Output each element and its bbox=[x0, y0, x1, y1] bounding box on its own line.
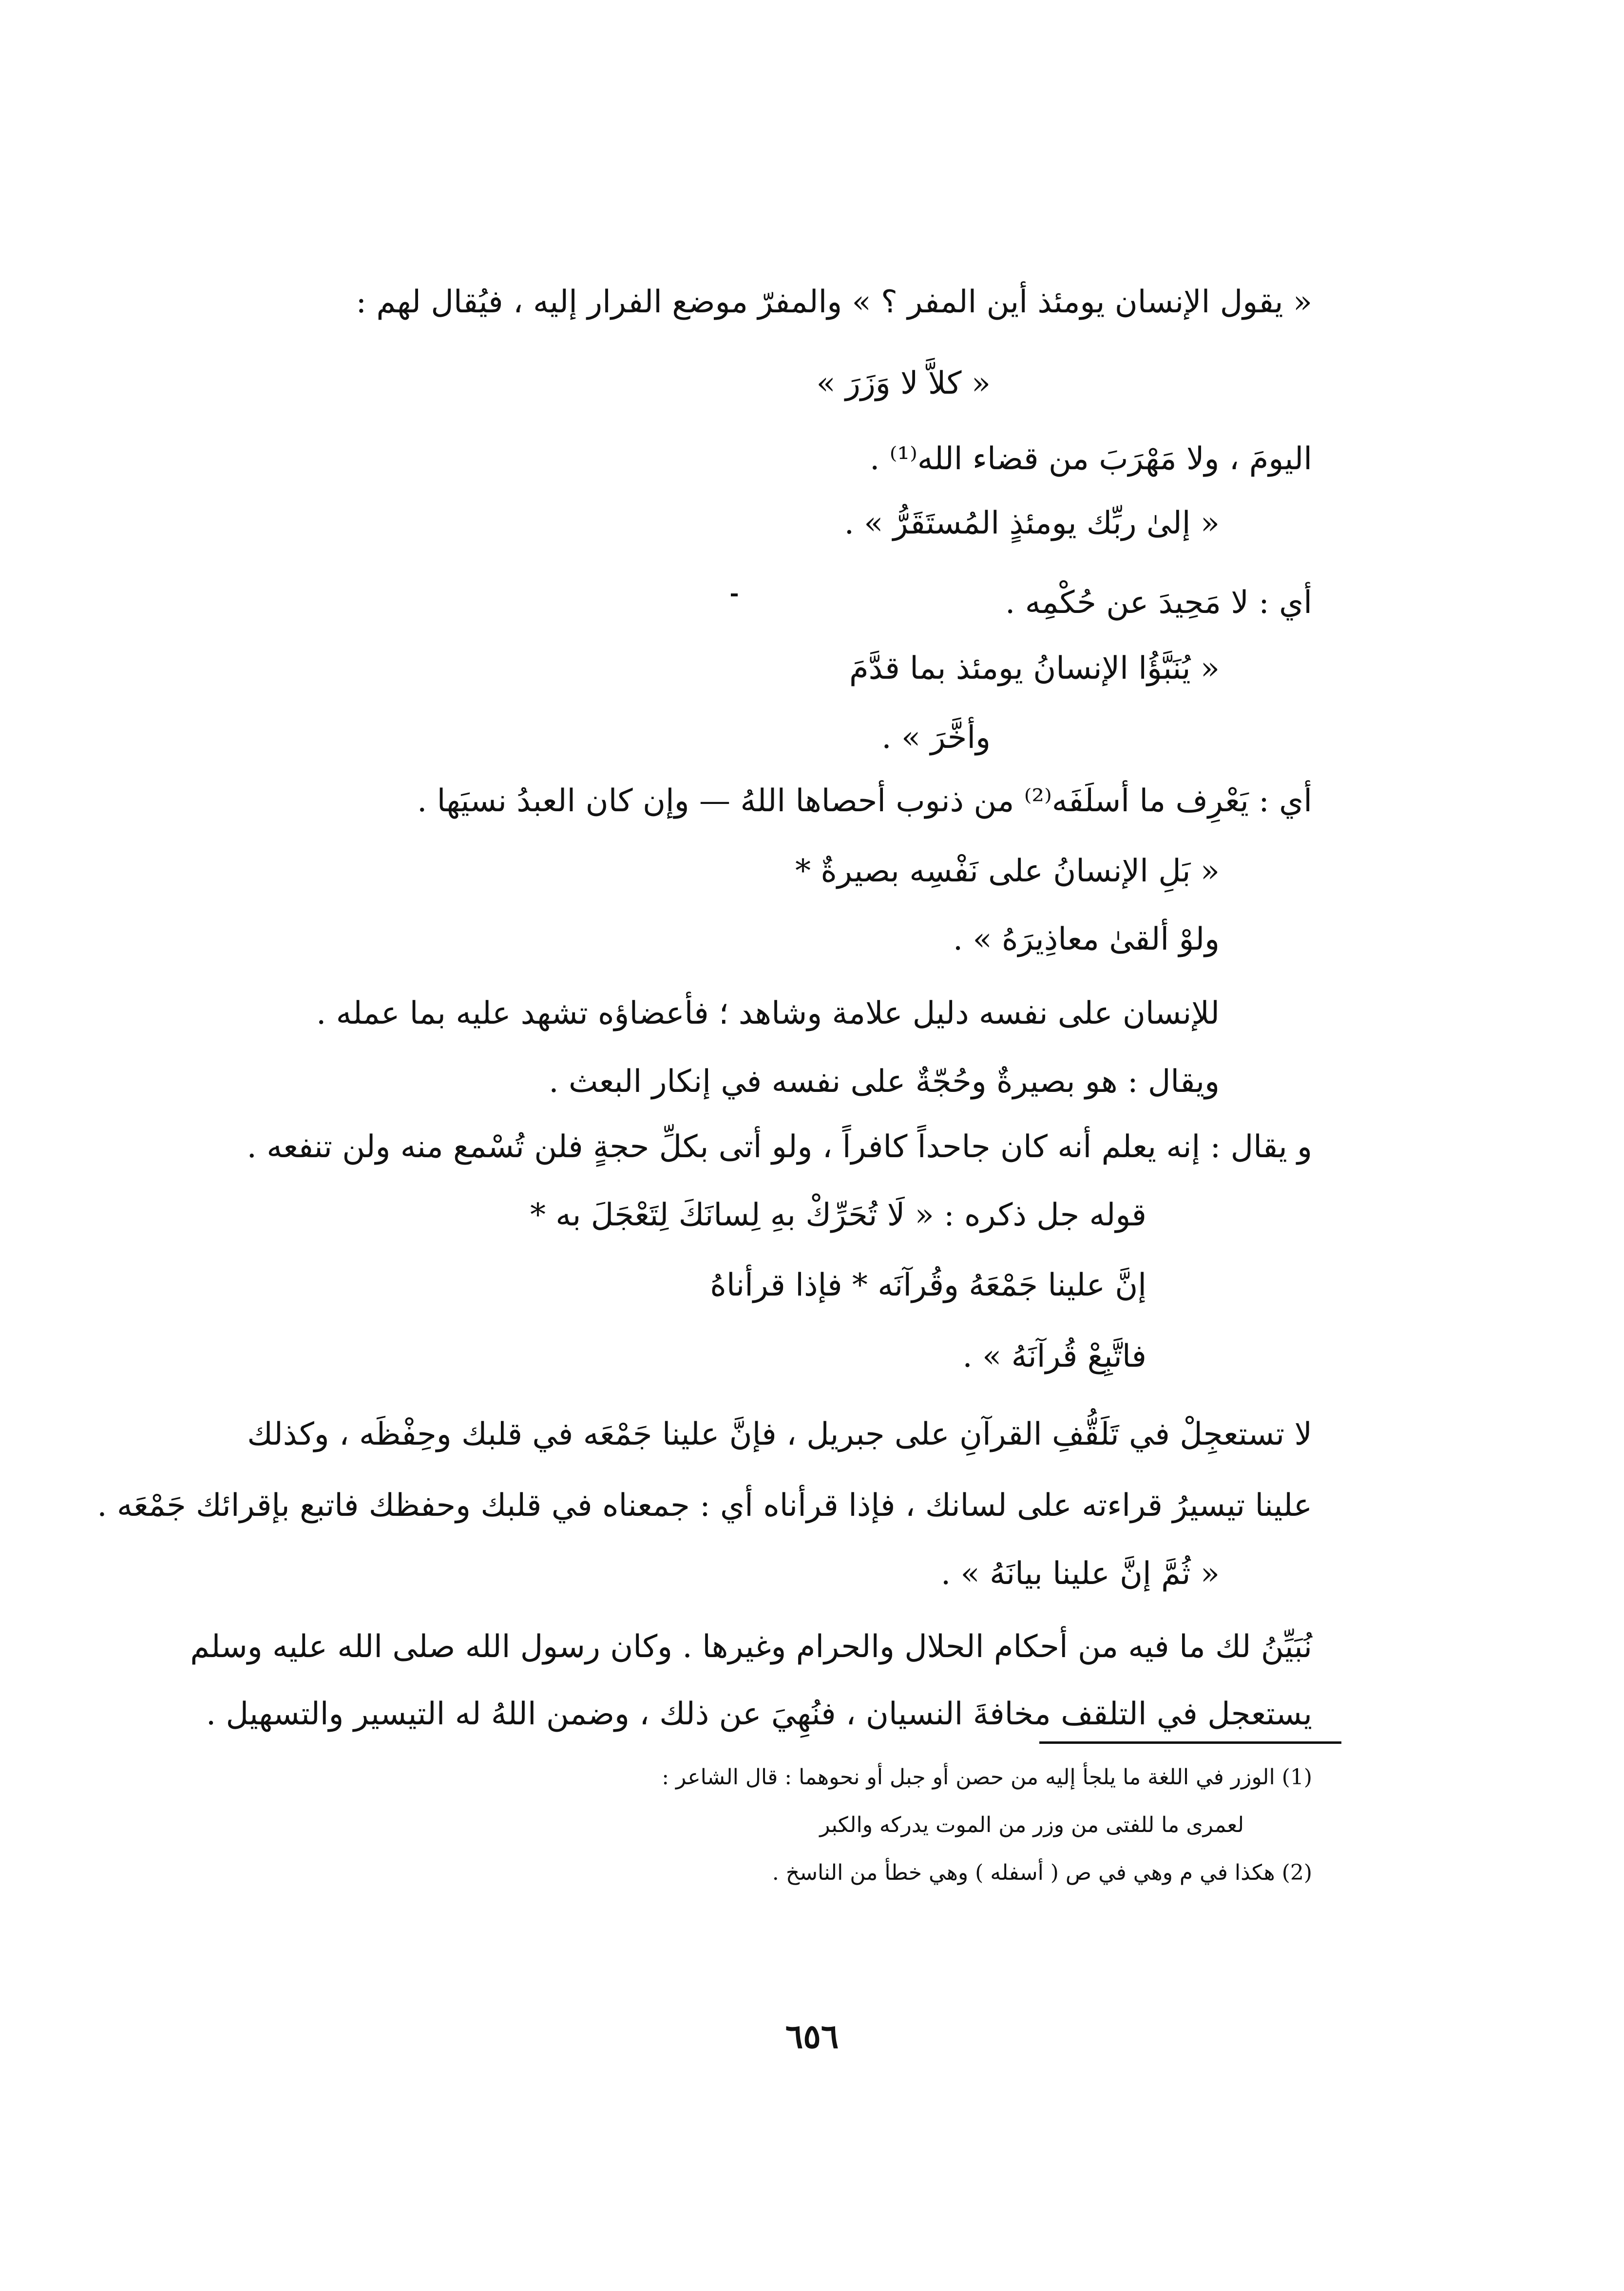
quran-verse-line-9: « بَلِ الإنسانُ على نَفْسِه بصيرةٌ * bbox=[795, 853, 1220, 889]
footnote-2: (2) هكذا في م وهي في ص ( أسفله ) وهي خطأ من الناسخ . bbox=[772, 1860, 1312, 1885]
text-line-8: أي : يَعْرِف ما أسلَفَه⁽²⁾ من ذنوب أحصاها اللهُ — وإن كان العبدُ نسيَها . bbox=[417, 783, 1312, 819]
text-line-13: و يقال : إنه يعلم أنه كان جاحداً كافراً ، ولو أتى بكلِّ حجةٍ فلن تُسْمع منه ولن تنفعه . bbox=[247, 1129, 1312, 1165]
quran-verse-line-4: « إلىٰ ربِّك يومئذٍ المُستَقَرُّ » . bbox=[844, 505, 1220, 541]
footnote-1-verse: لعمرى ما للفتى من وزر من الموت يدركه والكبر bbox=[820, 1813, 1244, 1837]
text-line-12: ويقال : هو بصيرةٌ وحُجّةٌ على نفسه في إنكار البعث . bbox=[549, 1064, 1220, 1100]
quran-verse-line-16: فاتَّبِعْ قُرآنَهُ » . bbox=[962, 1338, 1146, 1375]
footnote-separator bbox=[1039, 1741, 1341, 1744]
text-line-18: علينا تيسيرُ قراءته على لسانك ، فإذا قرأناه أي : جمعناه في قلبك وحفظك فاتبع بإقرائك جَمْعَه . bbox=[97, 1488, 1312, 1524]
quran-verse-line-15: إنَّ علينا جَمْعَهُ وقُرآنَه * فإذا قرأناهُ bbox=[710, 1267, 1146, 1303]
text-line-3: اليومَ ، ولا مَهْرَبَ من قضاء الله⁽¹⁾ . bbox=[870, 441, 1312, 477]
quran-verse-line-2: « كلاَّ لا وَزَرَ » bbox=[816, 365, 991, 401]
stray-mark bbox=[731, 593, 738, 596]
footnote-1: (1) الوزر في اللغة ما يلجأ إليه من حصن أو جبل أو نحوهما : قال الشاعر : bbox=[662, 1765, 1312, 1790]
text-line-17: لا تستعجِلْ في تَلَقُّفِ القرآنِ على جبريل ، فإنَّ علينا جَمْعَه في قلبك وحِفْظَه ، وكذلك bbox=[247, 1416, 1312, 1452]
text-line-21: يستعجل في التلقف مخافةَ النسيان ، فنُهِيَ عن ذلك ، وضمن اللهُ له التيسير والتسهيل . bbox=[206, 1696, 1312, 1732]
text-line-1: « يقول الإنسان يومئذ أين المفر ؟ » والمفرّ موضع الفرار إليه ، فيُقال لهم : bbox=[356, 284, 1312, 320]
text-line-11: للإنسان على نفسه دليل علامة وشاهد ؛ فأعضاؤه تشهد عليه بما عمله . bbox=[316, 995, 1220, 1031]
quran-verse-line-6: « يُنَبَّؤُا الإنسانُ يومئذ بما قدَّمَ bbox=[849, 650, 1220, 687]
quran-verse-line-7: وأخَّرَ » . bbox=[881, 720, 991, 756]
heading-verse-line-14: قوله جل ذكره : « لَا تُحَرِّكْ بهِ لِسانَكَ لِتَعْجَلَ به * bbox=[530, 1197, 1146, 1233]
quran-verse-line-19: « ثُمَّ إنَّ علينا بيانَهُ » . bbox=[940, 1556, 1220, 1592]
page-number: ٦٥٦ bbox=[785, 2017, 839, 2056]
text-line-5: أي : لا مَحِيدَ عن حُكْمِه . bbox=[1005, 585, 1312, 621]
text-line-20: نُبَيِّنُ لك ما فيه من أحكام الحلال والحرام وغيرها . وكان رسول الله صلى الله عليه وسلم bbox=[190, 1629, 1312, 1665]
quran-verse-line-10: ولوْ ألقىٰ معاذِيرَهُ » . bbox=[953, 921, 1220, 957]
